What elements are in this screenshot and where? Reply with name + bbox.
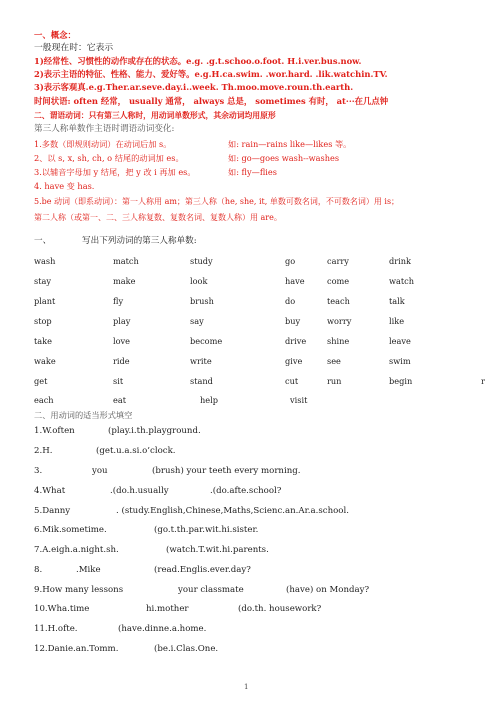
item-text: 10.Wha.time xyxy=(34,604,90,614)
word-cell: go xyxy=(285,256,296,266)
item-text: 7.A.eigh.a.night.sh. xyxy=(34,545,119,555)
item-text: 2.H. xyxy=(34,446,53,456)
concept-point-3: 3)表示客观真.e.g.Ther.ar.seve.day.i..week. Th.moo.move.roun.th.earth. xyxy=(34,82,354,92)
item-text: .(do.afte.school? xyxy=(210,486,282,496)
exercise-1-title: 写出下列动词的第三人称单数: xyxy=(82,236,197,246)
word-cell: carry xyxy=(327,256,349,266)
rule-be-2: 第二人称（或第一、二、三人称复数、复数名词、复数人称）用 are。 xyxy=(34,213,282,222)
item-text: 9.How many lessons xyxy=(34,585,124,595)
item-text: you xyxy=(92,466,108,476)
word-cell: stay xyxy=(34,276,51,286)
rule-1-example: 如: rain—rains like—likes 等。 xyxy=(228,139,352,149)
rule-1 xyxy=(34,139,171,150)
word-cell: like xyxy=(389,316,405,326)
word-cell: begin xyxy=(389,376,413,386)
item-text: .Mike xyxy=(76,565,101,575)
word-cell: teach xyxy=(327,296,350,306)
item-text: . (study.English,Chinese,Maths,Scienc.an.Ar.a.school. xyxy=(116,506,349,516)
item-text: (read.Englis.ever.day? xyxy=(154,565,251,575)
item-text: (have.dinne.a.home. xyxy=(118,624,207,634)
word-cell: eat xyxy=(113,395,127,405)
word-cell: stop xyxy=(34,316,52,326)
item-text: 3. xyxy=(34,466,43,476)
word-row xyxy=(34,276,494,288)
rule-2-text: 2、以 s, x, sh, ch, o 结尾的动词加 es。 xyxy=(34,153,184,163)
item-text: (go.t.th.par.wit.hi.sister. xyxy=(154,525,259,535)
word-row xyxy=(34,256,494,268)
item-text: (watch.T.wit.hi.parents. xyxy=(166,545,269,555)
word-cell: wash xyxy=(34,256,56,266)
trailing-letter: r xyxy=(481,376,485,386)
exercise-2-title: 二、用动词的适当形式填空 xyxy=(34,410,133,420)
word-cell: leave xyxy=(389,336,411,346)
word-cell: make xyxy=(113,276,136,286)
word-cell: sit xyxy=(113,376,124,386)
word-cell: have xyxy=(285,276,305,286)
word-cell: see xyxy=(327,356,341,366)
word-cell: take xyxy=(34,336,52,346)
word-cell: study xyxy=(190,256,213,266)
word-cell: worry xyxy=(327,316,352,326)
word-cell: swim xyxy=(389,356,411,366)
item-text: 5.Danny xyxy=(34,506,71,516)
word-cell: give xyxy=(285,356,303,366)
word-cell: become xyxy=(190,336,223,346)
word-cell: buy xyxy=(285,316,301,326)
rule-2-example: 如: go—goes wash--washes xyxy=(228,153,340,163)
rule-be-1: 5.be 动词（即系动词）：第一人称用 am；第三人称（he, she, it, 单数可数名词，不可数名词）用 is； xyxy=(34,197,400,206)
item-text: .(do.h.usually xyxy=(110,486,169,496)
word-cell: wake xyxy=(34,356,56,366)
item-text: (be.i.Clas.One. xyxy=(154,644,219,654)
item-text: (get.u.a.si.o’clock. xyxy=(96,446,176,456)
item-text: (do.th. housework? xyxy=(238,604,322,614)
word-cell: visit xyxy=(290,395,308,405)
word-cell: match xyxy=(113,256,139,266)
rule-have: 4. have 变 has. xyxy=(34,181,95,191)
word-row xyxy=(34,316,494,328)
word-cell: brush xyxy=(190,296,214,306)
item-text: 8. xyxy=(34,565,43,575)
verb-section-subtitle: 第三人称单数作主语时谓语动词变化: xyxy=(34,124,175,134)
word-cell: stand xyxy=(190,376,213,386)
word-cell: drink xyxy=(389,256,412,266)
word-cell: ride xyxy=(113,356,130,366)
verb-section-title: 二、谓语动词：只有第三人称时，用动词单数形式，其余动词均用原形 xyxy=(34,111,276,120)
word-cell: get xyxy=(34,376,48,386)
list-item xyxy=(34,426,75,437)
rule-1-text: 1.多数（即规则动词）在动词后加 s。 xyxy=(34,139,172,149)
rule-3-text: 3.以辅音字母加 y 结尾，把 y 改 i 再加 es。 xyxy=(34,167,196,177)
item-text: 11.H.ofte. xyxy=(34,624,78,634)
word-row xyxy=(34,336,494,348)
word-cell: plant xyxy=(34,296,56,306)
item-text: 1.W.often xyxy=(34,426,75,436)
word-row xyxy=(34,376,494,388)
item-text: (brush) your teeth every morning. xyxy=(152,466,301,476)
word-cell: come xyxy=(327,276,350,286)
word-row xyxy=(34,395,494,407)
concept-intro: 一般现在时：它表示 xyxy=(34,43,114,53)
word-cell: each xyxy=(34,395,54,405)
item-text: 4.What xyxy=(34,486,66,496)
word-cell: fly xyxy=(113,296,124,306)
word-cell: talk xyxy=(389,296,405,306)
time-adverbials: 时间状语: often 经常， usually 通常， always 总是， sometimes 有时， at···在几点钟 xyxy=(34,96,389,106)
concept-point-2: 2)表示主语的特征、性格、能力、爱好等。e.g.H.ca.swim. .wor.hard. .lik.watchin.TV. xyxy=(34,69,388,79)
word-cell: drive xyxy=(285,336,307,346)
item-text: (have) on Monday? xyxy=(286,585,370,595)
item-text: (play.i.th.playground. xyxy=(108,426,201,436)
item-text: 12.Danie.an.Tomm. xyxy=(34,644,119,654)
word-cell: watch xyxy=(389,276,415,286)
item-text: your classmate xyxy=(178,585,244,595)
word-cell: say xyxy=(190,316,204,326)
item-text: 6.Mik.sometime. xyxy=(34,525,107,535)
exercise-1-number: 一、 xyxy=(34,236,52,246)
word-cell: shine xyxy=(327,336,350,346)
rule-3-example: 如: fly—flies xyxy=(228,167,277,177)
concept-title: 一、概念： xyxy=(34,30,76,40)
word-cell: do xyxy=(285,296,296,306)
word-row xyxy=(34,356,494,368)
word-cell: play xyxy=(113,316,131,326)
word-row xyxy=(34,296,494,308)
word-cell: love xyxy=(113,336,131,346)
word-cell: write xyxy=(190,356,212,366)
word-cell: help xyxy=(200,395,218,405)
word-cell: run xyxy=(327,376,342,386)
page-number: 1 xyxy=(244,683,249,691)
item-text: hi.mother xyxy=(146,604,189,614)
concept-point-1: 1)经常性、习惯性的动作或存在的状态。e.g. .g.t.schoo.o.foot. H.i.ver.bus.now. xyxy=(34,56,362,66)
word-cell: look xyxy=(190,276,208,286)
word-cell: cut xyxy=(285,376,299,386)
